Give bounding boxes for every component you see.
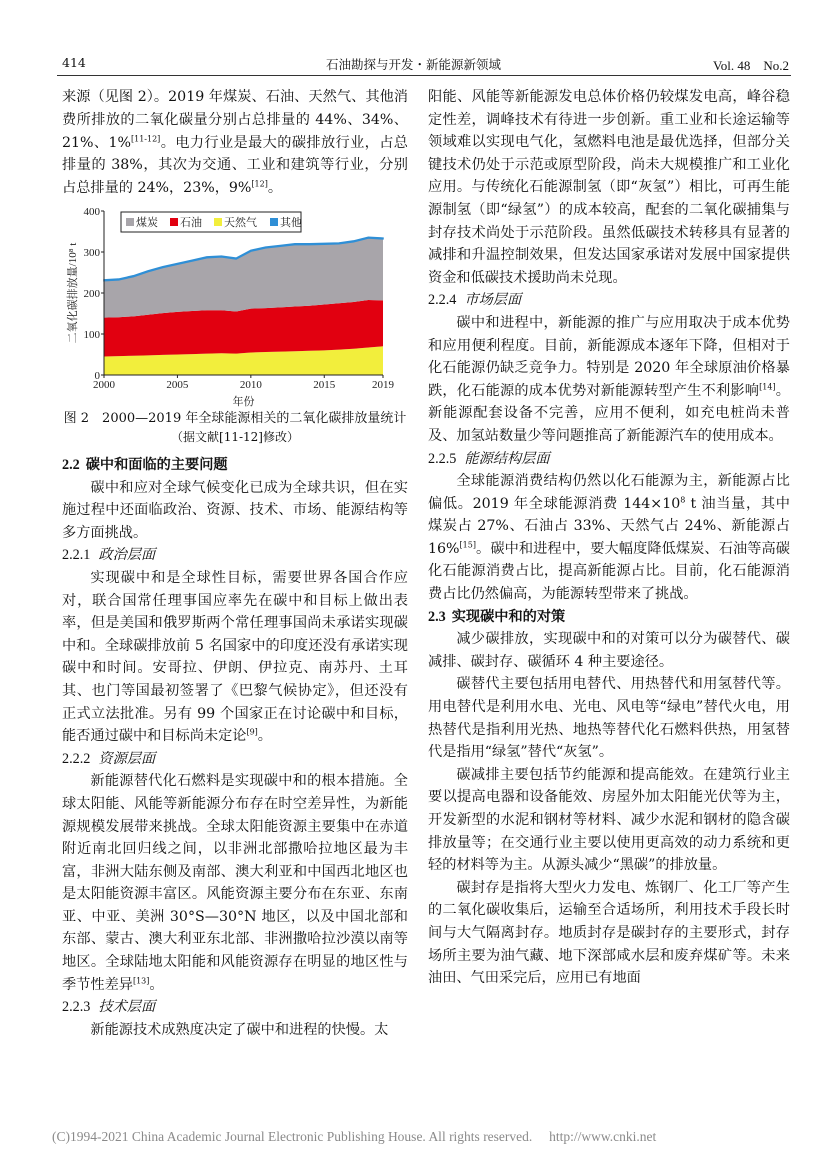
x-tick-label: 2005: [166, 379, 189, 391]
paragraph-text: 。电力行业是最大的碳排放行业，占总排量的 38%，其次为交通、工业和建筑等行业，分别占总排量的 24%，23%，9%: [62, 134, 408, 197]
paragraph-text: 。新能源配套设备不完善，应用不便利，如充电桩尚未普及、加氢站数量少等问题推高了新能源汽车的使用成本。: [428, 382, 790, 444]
citation-superscript: [12]: [251, 179, 268, 189]
y-tick-label: 100: [83, 329, 100, 341]
legend-label: 其他: [280, 217, 302, 229]
paragraph-text: 全球能源消费结构仍然以化石能源为主，新能源占比偏低。2019 年全球能源消费 144×10: [428, 473, 790, 512]
subsection-heading: [428, 289, 790, 312]
volume-issue: Vol. 48 No.2: [713, 58, 789, 73]
paragraph-text: 碳封存是指将大型火力发电、炼钢厂、化工厂等产生的二氧化碳收集后，运输至合适场所，利用技术手段长时间与大气隔离封存。地质封存是碳封存的主要形式，封存场所主要为油气藏、地下深部咸水层和废弃煤矿等。未来油田、气田采完后，应用已有地面: [428, 879, 790, 987]
legend-label: 煤炭: [136, 217, 158, 229]
paragraph-text: 。: [149, 976, 164, 993]
subsection-heading: [62, 544, 408, 567]
x-tick-label: 2019: [372, 379, 394, 391]
y-tick-label: 200: [83, 288, 100, 300]
heading-number: 2.3: [428, 608, 446, 625]
heading-number: 2.2.2: [62, 750, 91, 767]
subsection-heading: [62, 748, 408, 771]
heading-title: 碳中和面临的主要问题: [85, 457, 228, 473]
paragraph: [62, 567, 408, 748]
figure-source: （据文献[11-12]修改）: [171, 430, 299, 444]
paragraph: [62, 86, 408, 200]
heading-title: 政治层面: [98, 547, 156, 564]
heading-title: 市场层面: [464, 292, 522, 309]
figure-caption: 图 2 2000—2019 年全球能源相关的二氧化碳排放量统计: [63, 411, 407, 426]
paragraph: [428, 877, 790, 990]
y-tick-label: 400: [83, 206, 100, 218]
citation-superscript: 8: [680, 494, 686, 504]
page-number: 414: [62, 55, 86, 70]
y-tick-label: 300: [83, 247, 100, 259]
footer: [52, 1129, 656, 1145]
section-heading: [62, 454, 408, 477]
paragraph-text: 碳减排主要包括节约能源和提高能效。在建筑行业主要以提高电器和设备能效、房屋外加太阳能光伏等为主，开发新型的水泥和钢材等材料、减少水泥和钢材的隐含碳排放量等；在交通行业主要以使用更高效的动力系统和更轻的材料等为主。从源头减少“黑碳”的排放量。: [428, 766, 790, 874]
paragraph-text: 减少碳排放，实现碳中和的对策可以分为碳替代、碳减排、碳封存、碳循环 4 种主要途径。: [428, 631, 790, 670]
paragraph-text: 。: [257, 728, 272, 745]
heading-number: 2.2.3: [62, 999, 91, 1016]
paragraph-text: 碳替代主要包括用电替代、用热替代和用氢替代等。用电替代是利用水电、光电、风电等“绿电”替代火电，用热替代是指利用光热、地热等替代化石燃料供热，用氢替代是指用“绿氢”替代“灰氢”。: [428, 676, 790, 761]
paragraph: [428, 764, 790, 877]
paragraph: [62, 1019, 408, 1042]
paragraph: [428, 312, 790, 448]
running-title: 石油勘探与开发・新能源新领域: [325, 57, 501, 72]
citation-superscript: [11-12]: [131, 133, 161, 143]
paragraph-text: 碳中和应对全球气候变化已成为全球共识，但在实施过程中还面临政治、资源、技术、市场、能源结构等多方面挑战。: [62, 479, 408, 541]
paragraph-text: 碳中和进程中，新能源的推广与应用取决于成本优势和应用便利程度。目前，新能源成本逐年下降，但相对于化石能源仍缺乏竞争力。特别是 2020 年全球原油价格暴跌，化石能源的成本优势对新能源转型产生不利影响: [428, 314, 790, 399]
paragraph: [428, 673, 790, 763]
paragraph-text: 新能源技术成熟度决定了碳中和进程的快慢。太: [90, 1021, 389, 1038]
legend-label: 天然气: [224, 217, 257, 229]
paragraph: [428, 470, 790, 606]
paragraph: [62, 477, 408, 545]
header-rule: [57, 75, 791, 76]
section-heading: [428, 606, 790, 629]
paragraph-text: 新能源替代化石燃料是实现碳中和的根本措施。全球太阳能、风能等新能源分布存在时空差异性，为新能源规模发展带来挑战。全球太阳能资源主要集中在赤道附近南北回归线之间，以非洲北部撒哈拉地区最为丰富，非洲大陆东侧及南部、澳大利亚和中国西北地区也是太阳能资源丰富区。风能资源主要分布在东亚、东南亚、中亚、美洲 30°S—30°N 地区，以及中国北部和东部、蒙古、澳大利亚东北部、非洲撒哈拉沙漠以南等地区。全球陆地太阳能和风能资源存在明显的地区性与季节性差异: [62, 773, 408, 993]
left-column-body: [62, 454, 408, 1041]
heading-number: 2.2: [62, 457, 80, 473]
subsection-heading: [428, 448, 790, 471]
legend-swatch: [214, 218, 222, 226]
y-tick-label: 0: [94, 370, 100, 382]
paragraph-text: 实现碳中和是全球性目标，需要世界各国合作应对，联合国常任理事国应率先在碳中和目标上做出表率，但是美国和俄罗斯两个常任理事国尚未承诺实现碳中和。全球碳排放前 5 名国家中的印度还没有承诺实现碳中和时间。安哥拉、伊朗、伊拉克、南苏丹、土耳其、也门等国最初签署了《巴黎气候协定》，但还没有正式立法批准。另有 99 个国家正在讨论碳中和目标，能否通过碳中和目标尚未定论: [62, 569, 408, 745]
paragraph-text: 。碳中和进程中，要大幅度降低煤炭、石油等高碳化石能源消费占比，提高新能源占比。目前，化石能源消费占比仍然偏高，为能源转型带来了挑战。: [428, 540, 790, 603]
heading-number: 2.2.5: [428, 450, 457, 467]
subsection-heading: [62, 996, 408, 1019]
paragraph: [62, 770, 408, 996]
heading-number: 2.2.1: [62, 547, 91, 564]
legend-swatch: [126, 218, 134, 226]
paragraph: [428, 628, 790, 673]
heading-title: 实现碳中和的对策: [451, 608, 566, 625]
x-tick-label: 2000: [93, 379, 115, 391]
citation-superscript: [15]: [459, 540, 476, 550]
paragraph-text: 来源（见图 2）。2019 年煤炭、石油、天然气、其他消费所排放的二氧化碳量分别占总排量的 44%、34%、21%、1%: [62, 89, 408, 151]
citation-superscript: [14]: [759, 381, 776, 391]
heading-number: 2.2.4: [428, 292, 457, 309]
citation-superscript: [9]: [246, 727, 258, 737]
heading-title: 能源结构层面: [464, 450, 550, 467]
heading-title: 资源层面: [98, 750, 156, 767]
left-column-intro: [62, 86, 408, 200]
footer-url[interactable]: http://www.cnki.net: [549, 1129, 657, 1144]
right-column-body: [428, 86, 790, 990]
emissions-area-chart: [62, 200, 408, 410]
y-axis-label: 二氧化碳排放量/10⁸ t: [67, 242, 79, 344]
paragraph: [428, 86, 790, 289]
citation-superscript: [13]: [132, 975, 150, 985]
x-tick-label: 2015: [313, 379, 336, 391]
x-axis-label: 年份: [232, 396, 255, 408]
paragraph-text: t 油当量，其中煤炭占 27%、石油占 33%、天然气占 24%、新能源占 16%: [428, 495, 790, 557]
paragraph-text: 阳能、风能等新能源发电总体价格仍较煤发电高，峰谷稳定性差，调峰技术有待进一步创新。重工业和长途运输等领域难以实现电气化，氢燃料电池是最优选择，但部分关键技术仍处于示范或原型阶段，尚未大规模推广和工业化应用。与传统化石能源制氢（即“灰氢”）相比，可再生能源制氢（即“绿氢”）的成本较高，配套的二氧化碳捕集与封存技术尚处于示范阶段。虽然低碳技术转移具有显著的减排和升温控制效果，但发达国家承诺对发展中国家提供资金和低碳技术援助尚未兑现。: [428, 89, 790, 286]
copyright-notice: (C)1994-2021 China Academic Journal Electronic Publishing House. All rights reserved.: [52, 1129, 533, 1144]
legend-label: 石油: [180, 217, 202, 229]
x-tick-label: 2010: [239, 379, 262, 391]
paragraph-text: 。: [267, 180, 283, 197]
heading-title: 技术层面: [98, 999, 156, 1016]
legend-swatch: [170, 218, 178, 226]
legend-swatch: [270, 218, 278, 226]
